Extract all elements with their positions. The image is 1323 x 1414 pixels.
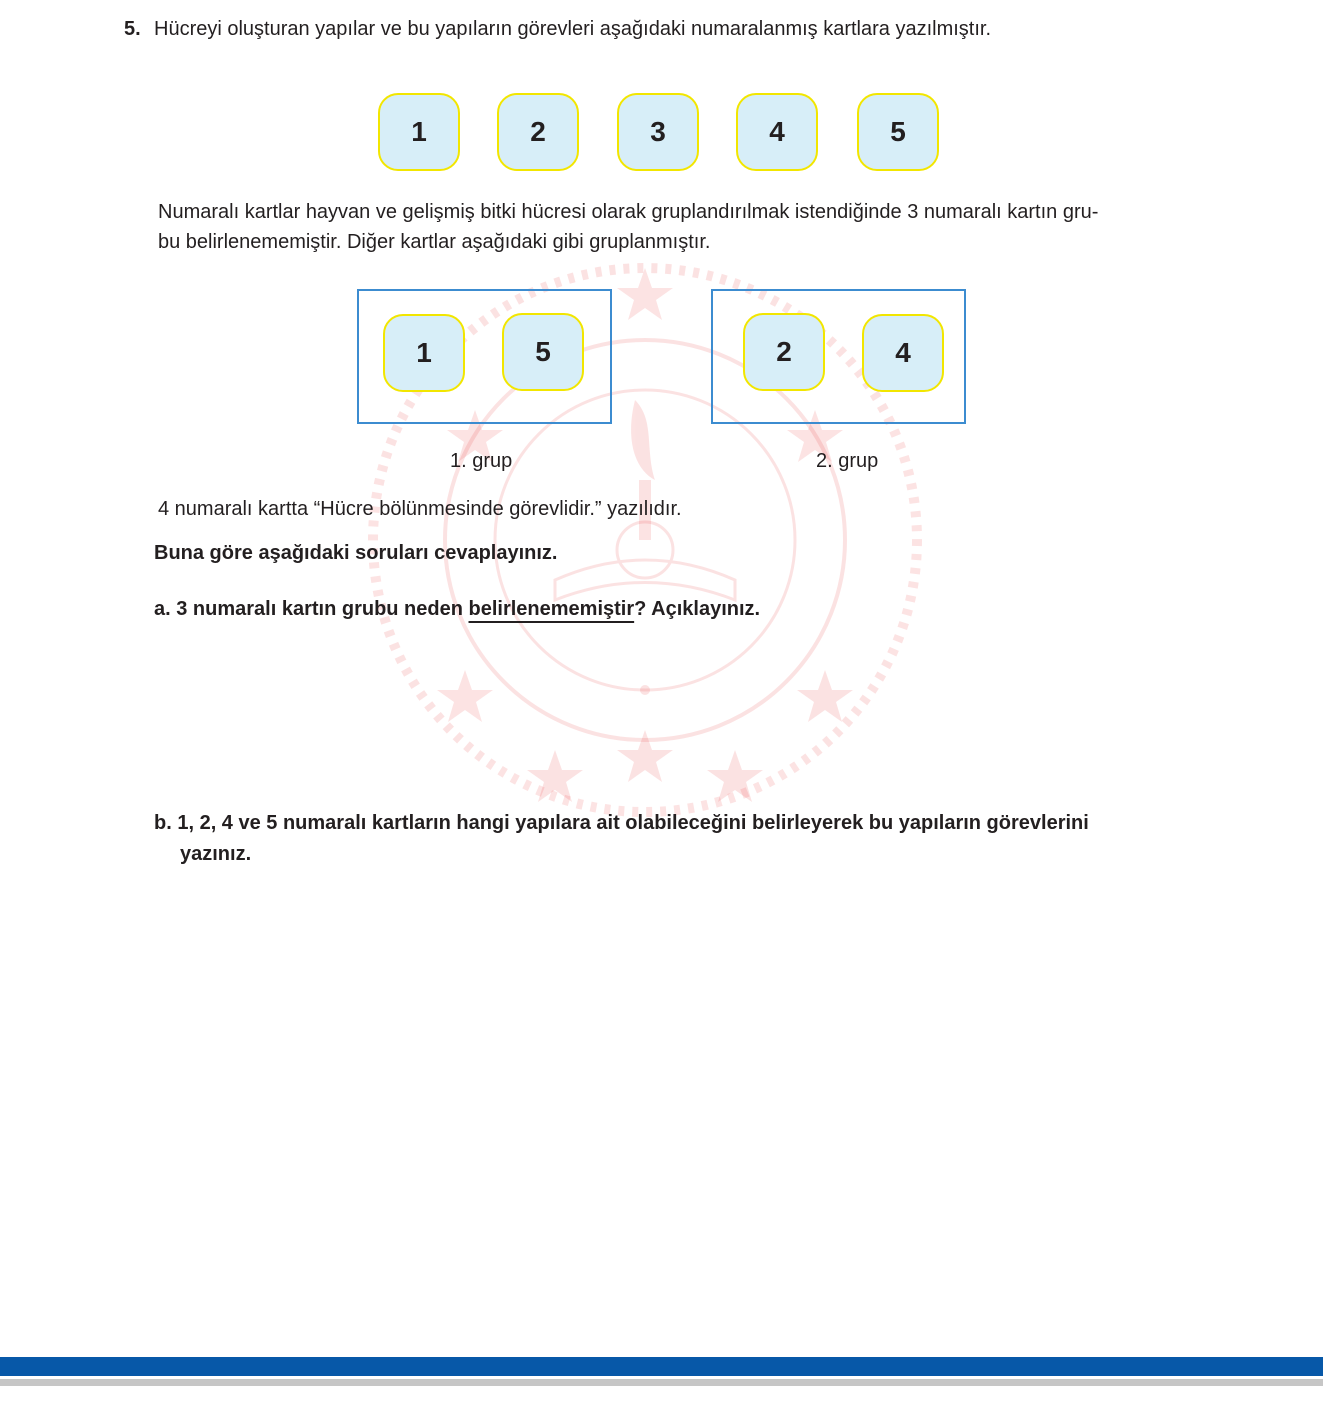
group-2-card-2: 2 [743, 313, 825, 391]
part-b-line-2: yazınız. [180, 843, 252, 865]
question-number: 5. [124, 18, 141, 40]
card-1: 1 [378, 93, 460, 171]
card-5: 5 [857, 93, 939, 171]
group-1-card-5: 5 [502, 313, 584, 391]
group-2-label: 2. grup [816, 450, 879, 472]
group-2-card-4: 4 [862, 314, 944, 392]
footer-blue-bar [0, 1357, 1323, 1376]
part-a-suffix: ? Açıklayınız. [634, 598, 761, 620]
part-a-question [154, 598, 760, 621]
part-b-line-1: b. 1, 2, 4 ve 5 numaralı kartların hangi yapılara ait olabileceğini belirleyerek bu yapıların görevlerini [154, 812, 1089, 834]
part-a-underlined: belirlenememiştir [468, 598, 635, 620]
instruction-text: Buna göre aşağıdaki soruları cevaplayınız. [154, 542, 558, 564]
card-3: 3 [617, 93, 699, 171]
group-1-card-1: 1 [383, 314, 465, 392]
card-4-note: 4 numaralı kartta “Hücre bölünmesinde görevlidir.” yazılıdır. [158, 498, 682, 520]
card-2: 2 [497, 93, 579, 171]
paragraph-line-2: bu belirlenememiştir. Diğer kartlar aşağıdaki gibi gruplanmıştır. [158, 231, 711, 253]
paragraph-line-1: Numaralı kartlar hayvan ve gelişmiş bitki hücresi olarak gruplandırılmak istendiğinde 3 numaralı kartın gru- [158, 201, 1099, 223]
part-a-prefix: a. 3 numaralı kartın grubu neden [154, 598, 469, 620]
question-text: Hücreyi oluşturan yapılar ve bu yapıların görevleri aşağıdaki numaralanmış kartlara yazılmıştır. [154, 18, 992, 40]
footer-gray-bar [0, 1379, 1323, 1386]
group-1-label: 1. grup [450, 450, 513, 472]
card-4: 4 [736, 93, 818, 171]
